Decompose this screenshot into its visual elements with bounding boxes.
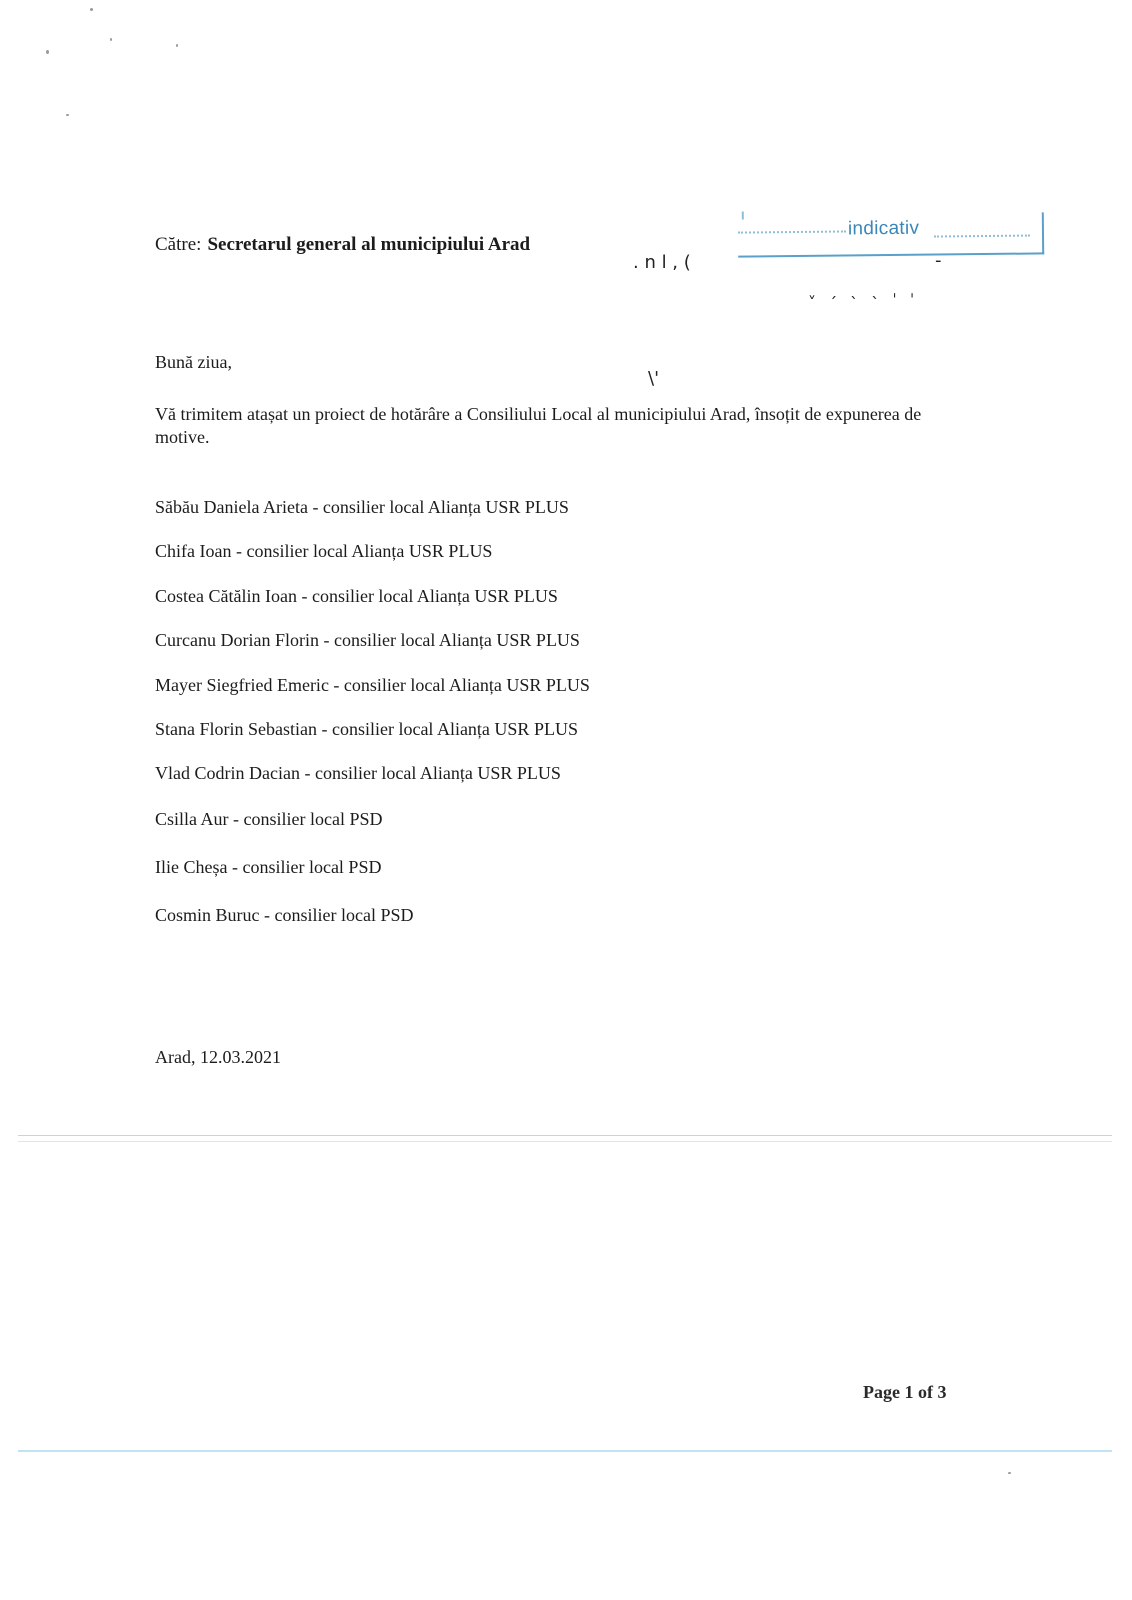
signatory-item: Curcanu Dorian Florin - consilier local Alianța USR PLUS bbox=[155, 630, 580, 650]
signatory-item: Costea Cătălin Ioan - consilier local Alianța USR PLUS bbox=[155, 586, 558, 606]
signatory-item: Vlad Codrin Dacian - consilier local Alianța USR PLUS bbox=[155, 763, 561, 783]
signatory-item: Stana Florin Sebastian - consilier local Alianța USR PLUS bbox=[155, 719, 578, 739]
page-separator bbox=[18, 1450, 1112, 1452]
registration-stamp bbox=[738, 212, 1044, 257]
stamp-dotted-line bbox=[934, 235, 1030, 238]
recipient-name: Secretarul general al municipiului Arad bbox=[207, 234, 531, 255]
handwritten-mark: ˬ ˏ ˎ ˎ ˌ ˌ bbox=[808, 280, 919, 299]
date-line: Arad, 12.03.2021 bbox=[155, 1047, 281, 1067]
scan-speck bbox=[110, 38, 112, 41]
signatory-item: Chifa Ioan - consilier local Alianța USR PLUS bbox=[155, 541, 493, 561]
recipient-line bbox=[155, 234, 530, 256]
stamp-text: indicativ bbox=[847, 217, 920, 240]
handwritten-mark: \' bbox=[648, 368, 660, 389]
handwritten-mark: . n l , ( bbox=[633, 252, 691, 273]
signatory-item: Csilla Aur - consilier local PSD bbox=[155, 809, 383, 829]
signatory-item: Mayer Siegfried Emeric - consilier local Alianța USR PLUS bbox=[155, 675, 590, 695]
signatory-item: Ilie Cheșa - consilier local PSD bbox=[155, 857, 382, 877]
recipient-label: Către: bbox=[155, 234, 202, 255]
handwritten-mark: - bbox=[935, 250, 942, 271]
intro-paragraph: Vă trimitem atașat un proiect de hotărâre a Consiliului Local al municipiului Arad, însoțit de expunerea de motive. bbox=[155, 404, 922, 447]
stamp-corner-mark bbox=[742, 211, 774, 219]
signatory-item: Săbău Daniela Arieta - consilier local Alianța USR PLUS bbox=[155, 497, 569, 517]
scan-speck bbox=[176, 44, 178, 47]
scan-speck bbox=[66, 114, 69, 116]
scan-speck bbox=[46, 50, 49, 54]
scan-speck bbox=[1008, 1472, 1011, 1474]
stamp-dotted-line bbox=[738, 230, 846, 233]
scan-speck bbox=[90, 8, 93, 11]
page-separator bbox=[18, 1135, 1112, 1136]
signatory-item: Cosmin Buruc - consilier local PSD bbox=[155, 905, 414, 925]
page-separator bbox=[18, 1141, 1112, 1142]
greeting: Bună ziua, bbox=[155, 352, 232, 372]
page-number: Page 1 of 3 bbox=[863, 1382, 947, 1402]
